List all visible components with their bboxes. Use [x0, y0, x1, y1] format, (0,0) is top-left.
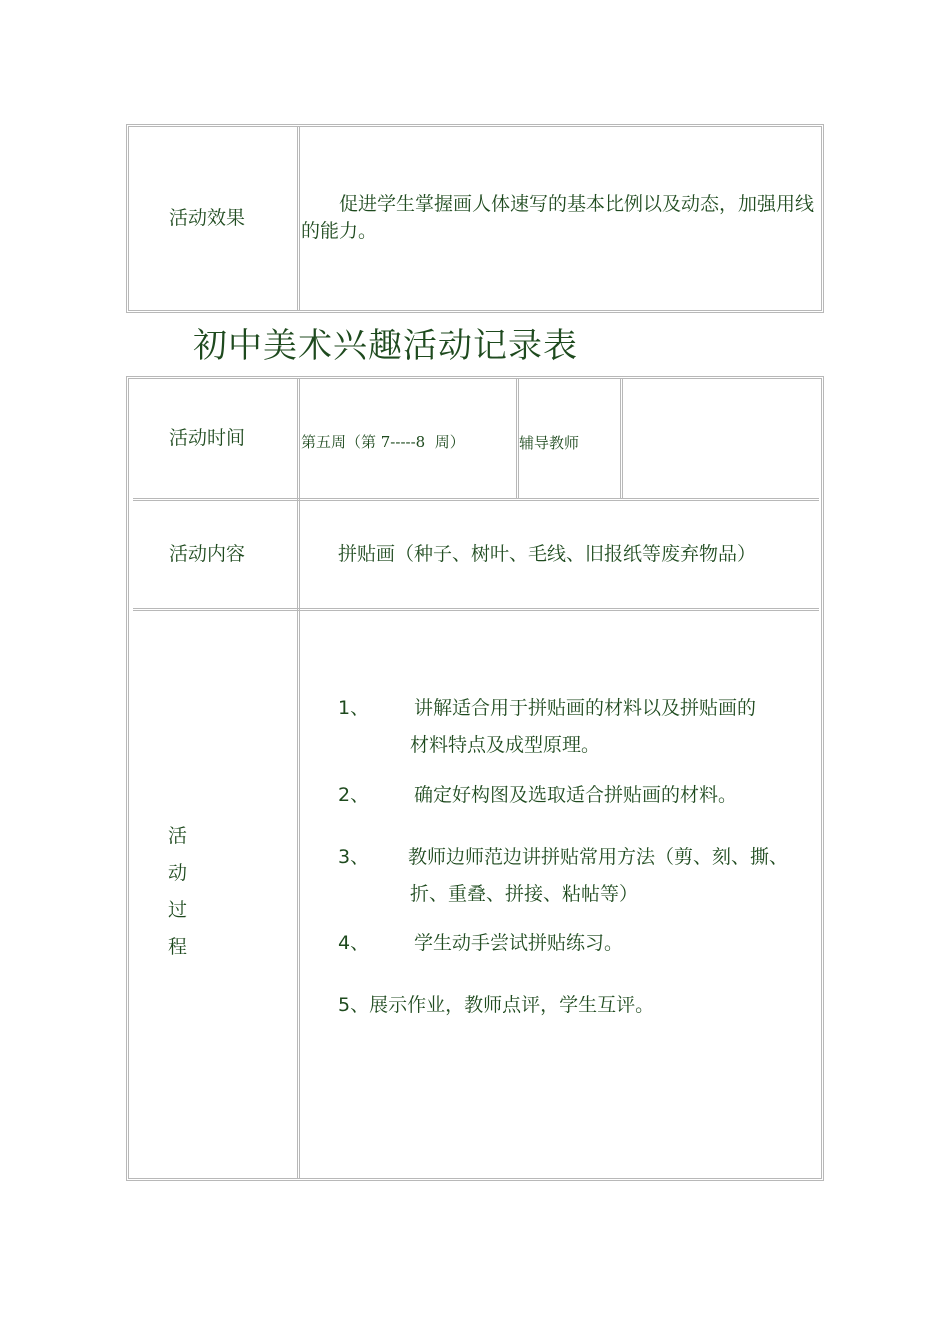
column-divider: [297, 127, 300, 310]
process-label-char: 程: [168, 936, 188, 958]
content-label: 活动内容: [169, 543, 246, 565]
step-number: 4、: [338, 932, 370, 954]
effect-table: [126, 124, 824, 313]
process-step: [338, 690, 756, 764]
page-title: 初中美术兴趣活动记录表: [193, 326, 578, 366]
effect-text: [301, 191, 823, 245]
effect-text-value: 促进学生掌握画人体速写的基本比例以及动态，加强用线的能力。: [301, 193, 815, 242]
row-divider: [133, 608, 819, 611]
time-value: 第五周（第 7-----8 周）: [301, 433, 465, 451]
step-text: 展示作业，教师点评，学生互评。: [369, 994, 655, 1016]
effect-label: 活动效果: [169, 207, 246, 229]
step-number: 2、: [338, 784, 370, 806]
step-number: 5、: [338, 994, 370, 1016]
step-text: 教师边师范边讲拼贴常用方法（剪、刻、撕、: [408, 846, 789, 868]
step-number: 1、: [338, 697, 370, 719]
process-label-char: 过: [168, 899, 188, 921]
process-step: [338, 839, 788, 913]
time-label: 活动时间: [169, 427, 246, 449]
process-step: [338, 987, 654, 1024]
step-text: 学生动手尝试拼贴练习。: [408, 932, 624, 954]
process-step: [338, 925, 623, 962]
row-divider: [133, 498, 819, 501]
step-text-continued: 折、重叠、拼接、粘帖等）: [410, 883, 639, 905]
step-text: 讲解适合用于拼贴画的材料以及拼贴画的: [408, 697, 757, 719]
teacher-label: 辅导教师: [519, 434, 580, 452]
process-label-char: 活: [168, 825, 188, 847]
process-label: [168, 818, 192, 966]
step-text-continued: 材料特点及成型原理。: [410, 734, 601, 756]
content-value: 拼贴画（种子、树叶、毛线、旧报纸等废弃物品）: [338, 543, 757, 565]
column-divider: [620, 379, 623, 499]
process-label-char: 动: [168, 862, 188, 884]
column-divider: [297, 379, 300, 1178]
step-text: 确定好构图及选取适合拼贴画的材料。: [408, 784, 738, 806]
process-step: [338, 777, 737, 814]
step-number: 3、: [338, 846, 370, 868]
